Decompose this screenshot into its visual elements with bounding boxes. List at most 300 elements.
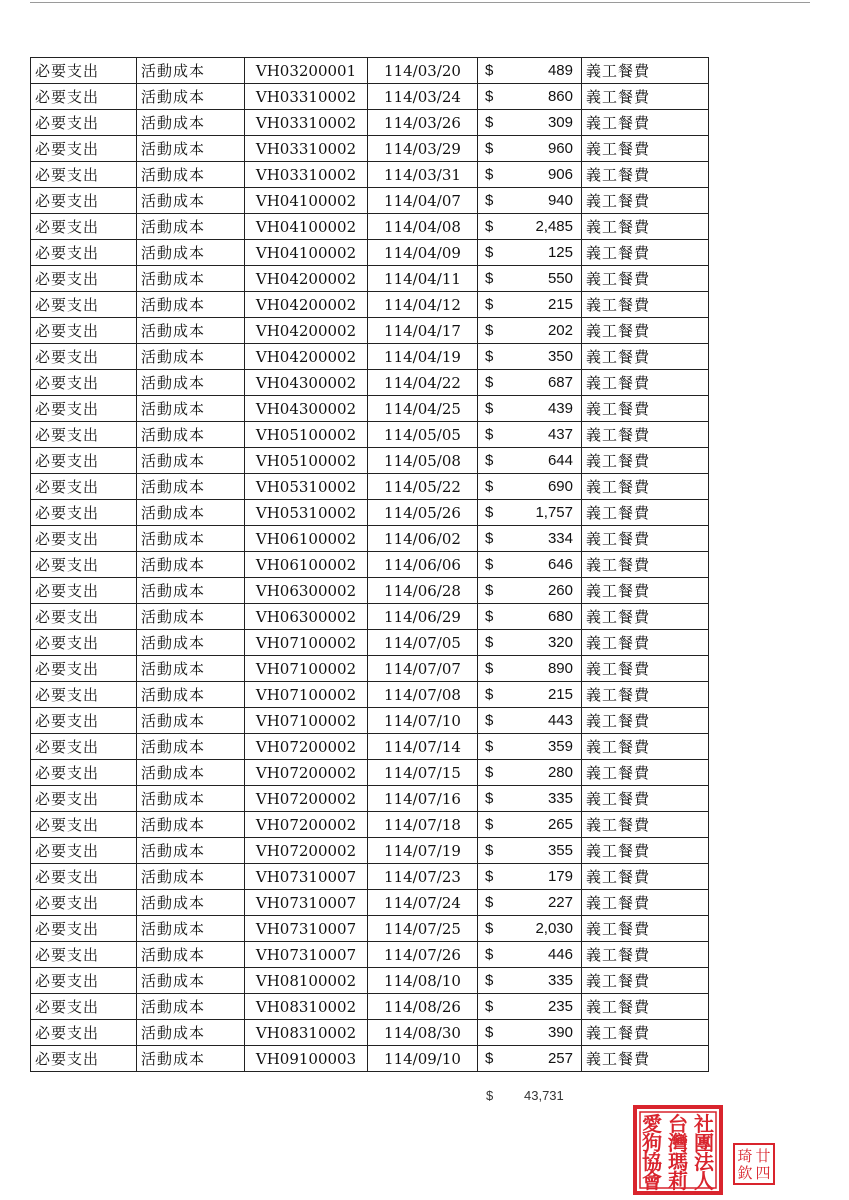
voucher-code-cell: VH06100002 (245, 552, 368, 578)
currency-symbol: $ (485, 946, 494, 963)
table-row (31, 552, 709, 578)
expense-type-cell: 必要支出 (31, 864, 137, 890)
expense-type-cell: 必要支出 (31, 916, 137, 942)
ledger-body (31, 58, 709, 1072)
note-cell: 義工餐費 (582, 474, 709, 500)
date-cell: 114/07/23 (368, 864, 478, 890)
expense-ledger-table (30, 57, 709, 1072)
voucher-code-cell: VH04200002 (245, 292, 368, 318)
note-cell: 義工餐費 (582, 604, 709, 630)
category-cell: 活動成本 (137, 890, 245, 916)
amount-value: 334 (547, 530, 573, 547)
date-cell: 114/04/11 (368, 266, 478, 292)
expense-type-cell: 必要支出 (31, 292, 137, 318)
table-row (31, 812, 709, 838)
date-cell: 114/05/26 (368, 500, 478, 526)
amount-cell (478, 214, 582, 240)
amount-value: 335 (547, 972, 573, 989)
voucher-code-cell: VH05310002 (245, 474, 368, 500)
note-cell: 義工餐費 (582, 968, 709, 994)
expense-type-cell: 必要支出 (31, 448, 137, 474)
currency-symbol: $ (485, 816, 494, 833)
currency-symbol: $ (485, 868, 494, 885)
date-cell: 114/08/10 (368, 968, 478, 994)
seal-character: 愛 (642, 1112, 662, 1136)
date-cell: 114/04/12 (368, 292, 478, 318)
amount-cell (478, 240, 582, 266)
amount-cell (478, 474, 582, 500)
currency-symbol: $ (485, 1050, 494, 1067)
voucher-code-cell: VH07100002 (245, 630, 368, 656)
table-row (31, 136, 709, 162)
amount-value: 215 (547, 296, 573, 313)
category-cell: 活動成本 (137, 630, 245, 656)
voucher-code-cell: VH07100002 (245, 682, 368, 708)
amount-cell (478, 812, 582, 838)
expense-type-cell: 必要支出 (31, 604, 137, 630)
category-cell: 活動成本 (137, 110, 245, 136)
date-cell: 114/08/26 (368, 994, 478, 1020)
note-cell: 義工餐費 (582, 370, 709, 396)
note-cell: 義工餐費 (582, 422, 709, 448)
table-row (31, 682, 709, 708)
currency-symbol: $ (485, 998, 494, 1015)
amount-cell (478, 760, 582, 786)
category-cell: 活動成本 (137, 812, 245, 838)
amount-cell (478, 578, 582, 604)
amount-cell (478, 1020, 582, 1046)
voucher-code-cell: VH07200002 (245, 838, 368, 864)
voucher-code-cell: VH04300002 (245, 396, 368, 422)
scan-top-edge (30, 2, 810, 3)
date-cell: 114/04/25 (368, 396, 478, 422)
amount-cell (478, 838, 582, 864)
amount-value: 350 (547, 348, 573, 365)
currency-symbol: $ (485, 686, 494, 703)
voucher-code-cell: VH04100002 (245, 240, 368, 266)
table-row (31, 578, 709, 604)
note-cell: 義工餐費 (582, 864, 709, 890)
seal-character: 灣 (668, 1131, 688, 1155)
note-cell: 義工餐費 (582, 318, 709, 344)
amount-value: 690 (547, 478, 573, 495)
amount-cell (478, 58, 582, 84)
seal-character: 團 (694, 1131, 714, 1155)
currency-symbol: $ (485, 582, 494, 599)
table-row (31, 422, 709, 448)
expense-type-cell: 必要支出 (31, 1020, 137, 1046)
voucher-code-cell: VH08100002 (245, 968, 368, 994)
amount-value: 437 (547, 426, 573, 443)
currency-symbol: $ (485, 478, 494, 495)
category-cell: 活動成本 (137, 734, 245, 760)
category-cell: 活動成本 (137, 266, 245, 292)
note-cell: 義工餐費 (582, 526, 709, 552)
currency-symbol: $ (485, 894, 494, 911)
note-cell: 義工餐費 (582, 708, 709, 734)
seal-character: 狗 (642, 1131, 662, 1155)
expense-type-cell: 必要支出 (31, 370, 137, 396)
note-cell: 義工餐費 (582, 1020, 709, 1046)
amount-value: 179 (547, 868, 573, 885)
note-cell: 義工餐費 (582, 266, 709, 292)
voucher-code-cell: VH03310002 (245, 84, 368, 110)
amount-cell (478, 84, 582, 110)
category-cell: 活動成本 (137, 708, 245, 734)
currency-symbol: $ (485, 218, 494, 235)
date-cell: 114/07/05 (368, 630, 478, 656)
table-row (31, 968, 709, 994)
currency-symbol: $ (485, 452, 494, 469)
expense-type-cell: 必要支出 (31, 162, 137, 188)
voucher-code-cell: VH07310007 (245, 890, 368, 916)
currency-symbol: $ (485, 556, 494, 573)
category-cell: 活動成本 (137, 370, 245, 396)
table-row (31, 240, 709, 266)
amount-value: 446 (547, 946, 573, 963)
note-cell: 義工餐費 (582, 578, 709, 604)
date-cell: 114/07/19 (368, 838, 478, 864)
expense-type-cell: 必要支出 (31, 552, 137, 578)
voucher-code-cell: VH04200002 (245, 318, 368, 344)
voucher-code-cell: VH05310002 (245, 500, 368, 526)
expense-type-cell: 必要支出 (31, 968, 137, 994)
table-row (31, 474, 709, 500)
category-cell: 活動成本 (137, 916, 245, 942)
amount-cell (478, 318, 582, 344)
category-cell: 活動成本 (137, 760, 245, 786)
note-cell: 義工餐費 (582, 656, 709, 682)
voucher-code-cell: VH07200002 (245, 812, 368, 838)
amount-value: 320 (547, 634, 573, 651)
note-cell: 義工餐費 (582, 786, 709, 812)
date-cell: 114/06/06 (368, 552, 478, 578)
date-cell: 114/03/20 (368, 58, 478, 84)
table-row (31, 370, 709, 396)
voucher-code-cell: VH04300002 (245, 370, 368, 396)
expense-type-cell: 必要支出 (31, 136, 137, 162)
amount-value: 2,485 (535, 218, 573, 235)
date-cell: 114/05/22 (368, 474, 478, 500)
category-cell: 活動成本 (137, 136, 245, 162)
date-cell: 114/07/25 (368, 916, 478, 942)
seal-character: 人 (694, 1169, 714, 1193)
amount-cell (478, 266, 582, 292)
currency-symbol: $ (485, 140, 494, 157)
date-cell: 114/07/18 (368, 812, 478, 838)
total-value: 43,731 (524, 1088, 564, 1103)
voucher-code-cell: VH07100002 (245, 708, 368, 734)
category-cell: 活動成本 (137, 1020, 245, 1046)
voucher-code-cell: VH07100002 (245, 656, 368, 682)
amount-cell (478, 682, 582, 708)
amount-cell (478, 136, 582, 162)
date-cell: 114/03/29 (368, 136, 478, 162)
category-cell: 活動成本 (137, 448, 245, 474)
currency-symbol: $ (485, 1024, 494, 1041)
amount-cell (478, 786, 582, 812)
expense-type-cell: 必要支出 (31, 708, 137, 734)
amount-value: 890 (547, 660, 573, 677)
seal-character: 協 (642, 1150, 662, 1174)
note-cell: 義工餐費 (582, 136, 709, 162)
currency-symbol: $ (485, 712, 494, 729)
category-cell: 活動成本 (137, 682, 245, 708)
date-cell: 114/03/24 (368, 84, 478, 110)
total-currency: $ (486, 1088, 494, 1103)
voucher-code-cell: VH03310002 (245, 162, 368, 188)
note-cell: 義工餐費 (582, 396, 709, 422)
date-cell: 114/07/16 (368, 786, 478, 812)
category-cell: 活動成本 (137, 292, 245, 318)
amount-cell (478, 1046, 582, 1072)
amount-value: 125 (547, 244, 573, 261)
voucher-code-cell: VH07200002 (245, 734, 368, 760)
currency-symbol: $ (485, 322, 494, 339)
note-cell: 義工餐費 (582, 240, 709, 266)
voucher-code-cell: VH06100002 (245, 526, 368, 552)
note-cell: 義工餐費 (582, 448, 709, 474)
amount-value: 2,030 (535, 920, 573, 937)
category-cell: 活動成本 (137, 500, 245, 526)
note-cell: 義工餐費 (582, 344, 709, 370)
category-cell: 活動成本 (137, 214, 245, 240)
currency-symbol: $ (485, 790, 494, 807)
date-cell: 114/04/08 (368, 214, 478, 240)
amount-value: 940 (547, 192, 573, 209)
table-row (31, 734, 709, 760)
note-cell: 義工餐費 (582, 812, 709, 838)
date-cell: 114/04/22 (368, 370, 478, 396)
table-row (31, 448, 709, 474)
amount-value: 215 (547, 686, 573, 703)
amount-cell (478, 292, 582, 318)
voucher-code-cell: VH04200002 (245, 266, 368, 292)
amount-cell (478, 916, 582, 942)
category-cell: 活動成本 (137, 58, 245, 84)
voucher-code-cell: VH04100002 (245, 188, 368, 214)
category-cell: 活動成本 (137, 578, 245, 604)
date-cell: 114/07/10 (368, 708, 478, 734)
amount-value: 906 (547, 166, 573, 183)
category-cell: 活動成本 (137, 968, 245, 994)
currency-symbol: $ (485, 88, 494, 105)
amount-cell (478, 162, 582, 188)
date-cell: 114/03/31 (368, 162, 478, 188)
expense-type-cell: 必要支出 (31, 838, 137, 864)
amount-cell (478, 448, 582, 474)
amount-value: 960 (547, 140, 573, 157)
voucher-code-cell: VH07310007 (245, 942, 368, 968)
currency-symbol: $ (485, 920, 494, 937)
seal-character: 法 (694, 1150, 714, 1174)
expense-type-cell: 必要支出 (31, 526, 137, 552)
note-cell: 義工餐費 (582, 292, 709, 318)
seal-character: 社 (694, 1112, 714, 1136)
expense-type-cell: 必要支出 (31, 110, 137, 136)
amount-value: 309 (547, 114, 573, 131)
category-cell: 活動成本 (137, 838, 245, 864)
date-cell: 114/08/30 (368, 1020, 478, 1046)
note-cell: 義工餐費 (582, 760, 709, 786)
category-cell: 活動成本 (137, 942, 245, 968)
expense-type-cell: 必要支出 (31, 84, 137, 110)
voucher-code-cell: VH05100002 (245, 422, 368, 448)
amount-value: 687 (547, 374, 573, 391)
currency-symbol: $ (485, 426, 494, 443)
seal-character: 琦 (737, 1147, 753, 1165)
table-row (31, 916, 709, 942)
voucher-code-cell: VH03310002 (245, 110, 368, 136)
currency-symbol: $ (485, 62, 494, 79)
voucher-code-cell: VH05100002 (245, 448, 368, 474)
seal-character: 廿 (755, 1147, 771, 1165)
expense-type-cell: 必要支出 (31, 760, 137, 786)
expense-type-cell: 必要支出 (31, 1046, 137, 1072)
category-cell: 活動成本 (137, 318, 245, 344)
date-cell: 114/07/24 (368, 890, 478, 916)
date-cell: 114/06/28 (368, 578, 478, 604)
currency-symbol: $ (485, 192, 494, 209)
currency-symbol: $ (485, 738, 494, 755)
date-cell: 114/06/02 (368, 526, 478, 552)
expense-type-cell: 必要支出 (31, 474, 137, 500)
category-cell: 活動成本 (137, 84, 245, 110)
voucher-code-cell: VH07310007 (245, 916, 368, 942)
currency-symbol: $ (485, 608, 494, 625)
voucher-code-cell: VH08310002 (245, 1020, 368, 1046)
amount-cell (478, 110, 582, 136)
expense-type-cell: 必要支出 (31, 942, 137, 968)
amount-value: 235 (547, 998, 573, 1015)
currency-symbol: $ (485, 504, 494, 521)
amount-value: 550 (547, 270, 573, 287)
note-cell: 義工餐費 (582, 890, 709, 916)
currency-symbol: $ (485, 764, 494, 781)
date-cell: 114/09/10 (368, 1046, 478, 1072)
expense-type-cell: 必要支出 (31, 812, 137, 838)
category-cell: 活動成本 (137, 188, 245, 214)
currency-symbol: $ (485, 244, 494, 261)
expense-type-cell: 必要支出 (31, 500, 137, 526)
table-row (31, 266, 709, 292)
seal-character: 四 (755, 1164, 771, 1182)
note-cell: 義工餐費 (582, 84, 709, 110)
table-row (31, 994, 709, 1020)
amount-cell (478, 994, 582, 1020)
amount-value: 644 (547, 452, 573, 469)
seal-character: 會 (642, 1169, 662, 1193)
expense-type-cell: 必要支出 (31, 656, 137, 682)
category-cell: 活動成本 (137, 396, 245, 422)
amount-value: 359 (547, 738, 573, 755)
note-cell: 義工餐費 (582, 188, 709, 214)
seal-character: 欽 (737, 1164, 753, 1182)
amount-value: 265 (547, 816, 573, 833)
organization-seal-stamp (632, 1104, 724, 1196)
note-cell: 義工餐費 (582, 682, 709, 708)
voucher-code-cell: VH08310002 (245, 994, 368, 1020)
expense-type-cell: 必要支出 (31, 318, 137, 344)
expense-type-cell: 必要支出 (31, 994, 137, 1020)
voucher-code-cell: VH09100003 (245, 1046, 368, 1072)
voucher-code-cell: VH07200002 (245, 786, 368, 812)
amount-value: 680 (547, 608, 573, 625)
amount-cell (478, 422, 582, 448)
amount-cell (478, 630, 582, 656)
table-row (31, 318, 709, 344)
voucher-code-cell: VH03200001 (245, 58, 368, 84)
amount-cell (478, 890, 582, 916)
expense-type-cell: 必要支出 (31, 734, 137, 760)
category-cell: 活動成本 (137, 604, 245, 630)
note-cell: 義工餐費 (582, 1046, 709, 1072)
amount-value: 860 (547, 88, 573, 105)
currency-symbol: $ (485, 842, 494, 859)
amount-cell (478, 552, 582, 578)
expense-type-cell: 必要支出 (31, 266, 137, 292)
amount-cell (478, 942, 582, 968)
date-cell: 114/04/19 (368, 344, 478, 370)
voucher-code-cell: VH04200002 (245, 344, 368, 370)
table-row (31, 864, 709, 890)
date-cell: 114/06/29 (368, 604, 478, 630)
amount-cell (478, 526, 582, 552)
seal-character: 瑪 (668, 1150, 688, 1174)
table-row (31, 292, 709, 318)
expense-type-cell: 必要支出 (31, 630, 137, 656)
amount-value: 355 (547, 842, 573, 859)
voucher-code-cell: VH06300002 (245, 604, 368, 630)
voucher-code-cell: VH06300002 (245, 578, 368, 604)
note-cell: 義工餐費 (582, 994, 709, 1020)
category-cell: 活動成本 (137, 994, 245, 1020)
table-row (31, 500, 709, 526)
category-cell: 活動成本 (137, 474, 245, 500)
category-cell: 活動成本 (137, 552, 245, 578)
currency-symbol: $ (485, 296, 494, 313)
amount-cell (478, 500, 582, 526)
currency-symbol: $ (485, 400, 494, 417)
table-row (31, 942, 709, 968)
currency-symbol: $ (485, 530, 494, 547)
table-row (31, 1020, 709, 1046)
amount-value: 443 (547, 712, 573, 729)
expense-type-cell: 必要支出 (31, 682, 137, 708)
seal-character: 台 (668, 1112, 688, 1136)
amount-cell (478, 864, 582, 890)
currency-symbol: $ (485, 634, 494, 651)
amount-cell (478, 656, 582, 682)
note-cell: 義工餐費 (582, 552, 709, 578)
date-cell: 114/07/07 (368, 656, 478, 682)
amount-cell (478, 604, 582, 630)
currency-symbol: $ (485, 270, 494, 287)
category-cell: 活動成本 (137, 240, 245, 266)
currency-symbol: $ (485, 660, 494, 677)
voucher-code-cell: VH03310002 (245, 136, 368, 162)
note-cell: 義工餐費 (582, 110, 709, 136)
note-cell: 義工餐費 (582, 630, 709, 656)
category-cell: 活動成本 (137, 1046, 245, 1072)
expense-type-cell: 必要支出 (31, 188, 137, 214)
expense-type-cell: 必要支出 (31, 396, 137, 422)
table-row (31, 162, 709, 188)
date-cell: 114/03/26 (368, 110, 478, 136)
amount-cell (478, 708, 582, 734)
note-cell: 義工餐費 (582, 500, 709, 526)
date-cell: 114/07/15 (368, 760, 478, 786)
